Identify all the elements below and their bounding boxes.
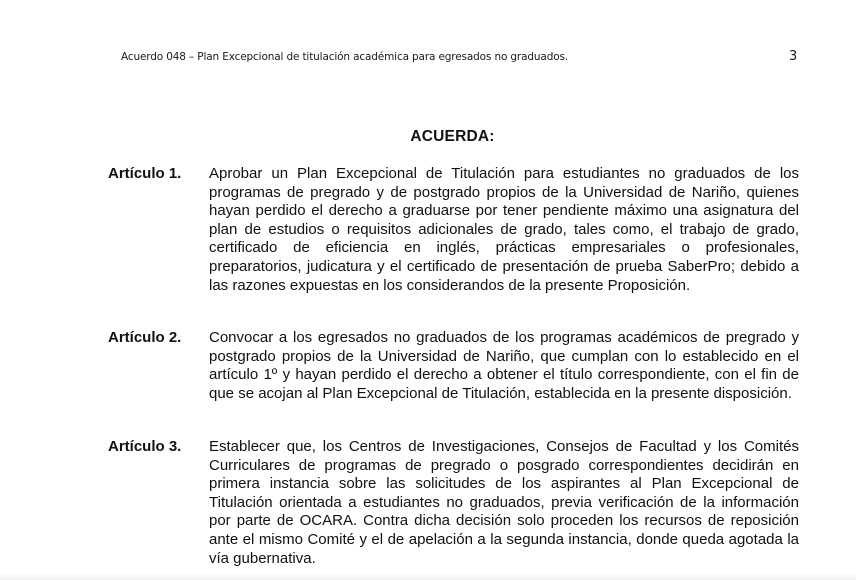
article-label: Artículo 2. [108,329,182,346]
article-text: Establecer que, los Centros de Investigaciones, Consejos de Facultad y los Comités Curriculares de programas de pregrado o posgrado correspondientes decidirán en primera instancia sobre las solicitudes de los aspirantes al Plan Excepcional de Titulación orientada a estudiantes no graduados, previa verificación de la información por parte de OCARA. Contra dicha decisión solo proceden los recursos de reposición ante el mismo Comité y el de apelación a la segunda instancia, donde queda agotada la vía gubernativa. [209,438,799,567]
article-label: Artículo 3. [108,438,182,455]
page-number: 3 [789,49,798,64]
running-header: Acuerdo 048 – Plan Excepcional de titulación académica para egresados no graduados. [121,51,568,63]
article-text: Convocar a los egresados no graduados de los programas académicos de pregrado y postgrado propios de la Universidad de Nariño, que cumplan con lo establecido en el artículo 1º y hayan perdido el derecho a obtener el título correspondiente, con el fin de que se acojan al Plan Excepcional de Titulación, establecida en la presente disposición. [209,329,799,402]
article-label: Artículo 1. [108,165,182,182]
article-text: Aprobar un Plan Excepcional de Titulación para estudiantes no graduados de los programas de pregrado y de postgrado propios de la Universidad de Nariño, quienes hayan perdido el derecho a graduarse por tener pendiente máximo una asignatura del plan de estudios o requisitos adicionales de grado, tales como, el trabajo de grado, certificado de eficiencia en inglés, prácticas empresariales o profesionales, preparatorios, judicatura y el certificado de presentación de prueba SaberPro; debido a las razones expuestas en los considerandos de la presente Proposición. [209,165,799,294]
section-heading: ACUERDA: [410,128,495,145]
page-edge-shadow [0,572,856,580]
